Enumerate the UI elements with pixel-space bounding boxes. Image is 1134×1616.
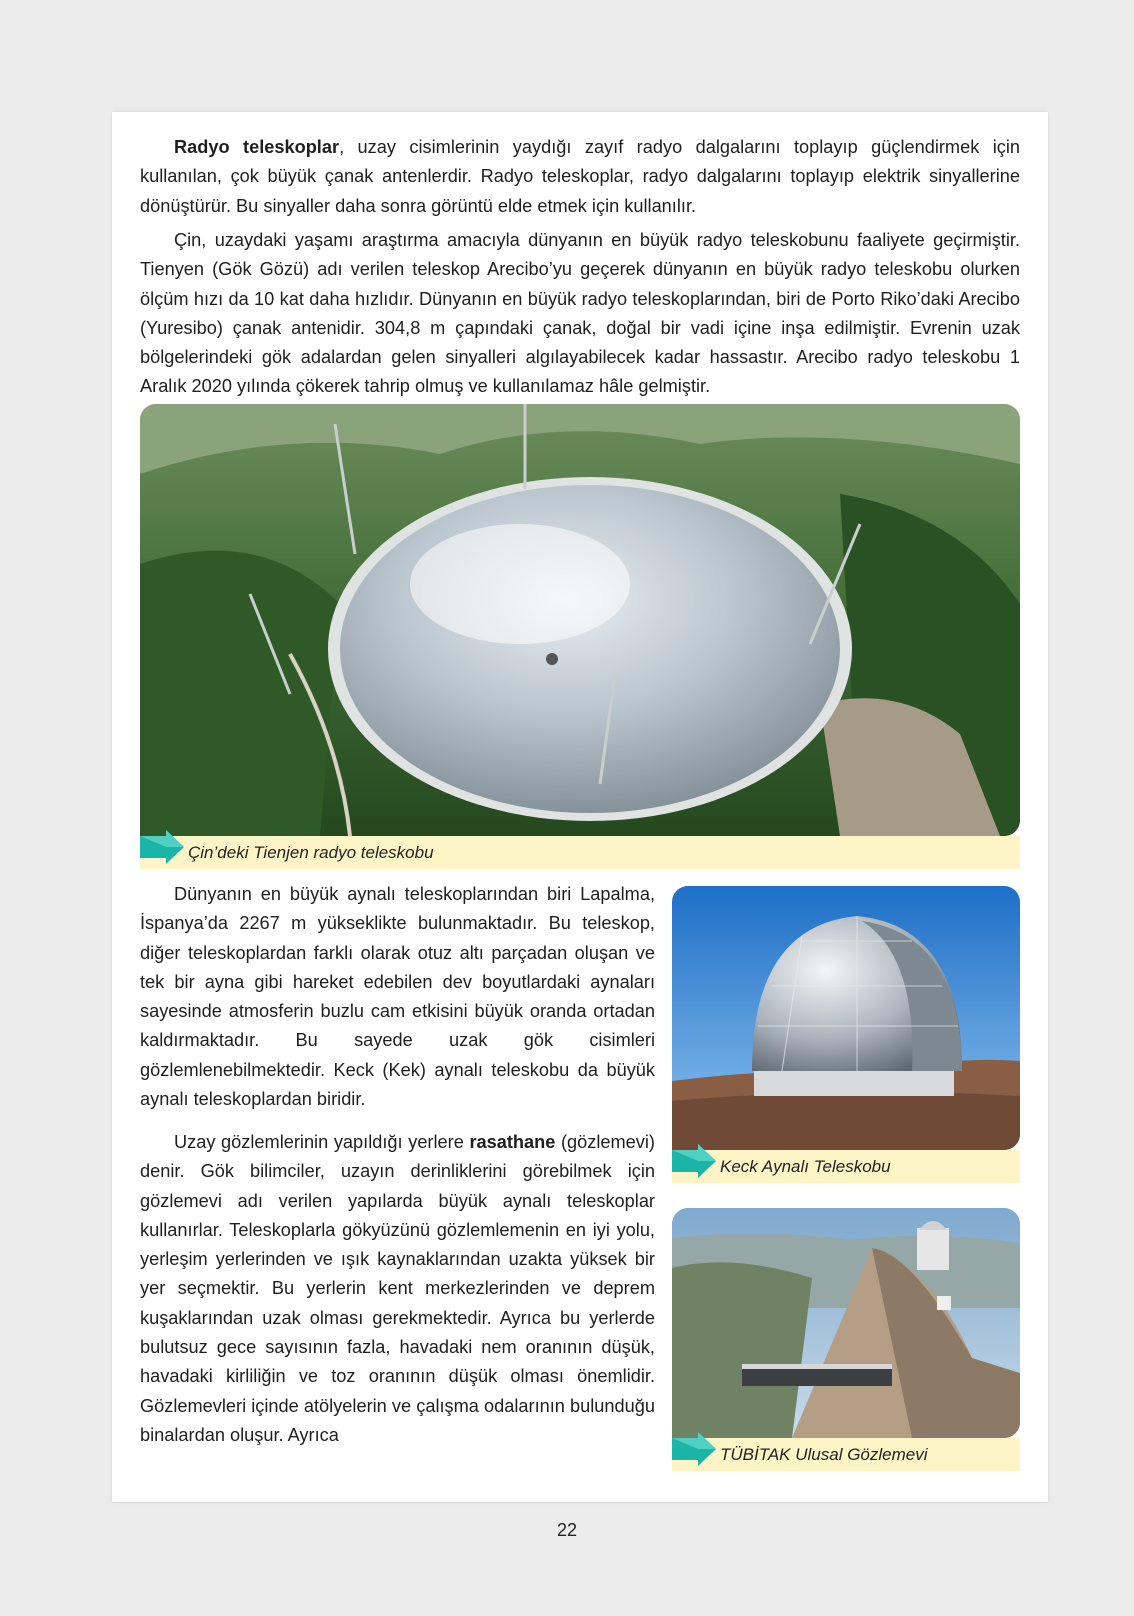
tubitak-caption xyxy=(672,1438,1020,1471)
tubitak-caption-text: TÜBİTAK Ulusal Gözlemevi xyxy=(720,1444,928,1464)
intro-paragraph-1 xyxy=(140,133,1020,221)
tienyen-caption-text: Çin’deki Tienjen radyo teleskobu xyxy=(188,842,434,862)
body-paragraph-4 xyxy=(140,1128,655,1450)
keck-caption xyxy=(672,1150,1020,1183)
caption-arrow-icon xyxy=(670,1144,720,1184)
tienyen-telescope-image xyxy=(140,404,1020,836)
term-rasathane: rasathane xyxy=(469,1132,556,1152)
term-radyo-teleskoplar: Radyo teleskoplar xyxy=(174,137,340,157)
page-number: 22 xyxy=(556,1520,578,1540)
caption-arrow-icon xyxy=(138,830,188,870)
body-paragraph-3: Dünyanın en büyük aynalı teleskoplarından biri Lapalma, İspanya’da 2267 m yükseklikte bulunmaktadır. Bu teleskop, diğer teleskoplardan farklı olarak otuz altı parçadan oluşan ve tek bir ayna gibi hareket edebilen dev boyutlardaki aynaları sayesinde atmosferin buzlu cam etkisini büyük oranda ortadan kaldırmaktadır. Bu sayede uzak gök cisimleri gözlemlenebilmektedir. Keck (Kek) aynalı teleskobu da büyük aynalı teleskoplardan biridir. xyxy=(140,884,655,1110)
body-paragraph-4-text: (gözlemevi) denir. Gök bilimciler, uzayın derinliklerini görebilmek için gözlemevi adı verilen yapılarda büyük aynalı teleskoplar kullanırlar. Teleskoplarla gökyüzünü gözlemlemenin en iyi yolu, yerleşim yerlerinden ve ışık kaynaklarından uzakta yüksek bir yer seçmektir. Bu yerlerin kent merkezlerinden ve deprem kuşaklarından uzak olması gerekmektedir. Ayrıca bu yerlerde bulutsuz gece sayısının fazla, havadaki nem oranının düşük, havadaki kirliliğin ve toz oranının düşük olması önemlidir. Gözlemevleri içinde atölyelerin ve çalışma odalarının bulunduğu binalardan oluşur. Ayrıca xyxy=(140,1132,655,1445)
intro-paragraph-1-text: , uzay cisimlerinin yaydığı zayıf radyo dalgalarını toplayıp güçlendirmek için kullanılan, çok büyük çanak antenlerdir. Radyo teleskoplar, radyo dalgalarını toplayıp elektrik sinyallerine dönüştürür. Bu sinyaller daha sonra görüntü elde etmek için kullanılır. xyxy=(140,137,1021,216)
tienyen-caption xyxy=(140,836,1020,869)
keck-caption-text: Keck Aynalı Teleskobu xyxy=(720,1156,891,1176)
tubitak-observatory-image xyxy=(672,1208,1020,1438)
caption-arrow-icon xyxy=(670,1432,720,1472)
keck-telescope-image xyxy=(672,886,1020,1150)
intro-paragraph-2: Çin, uzaydaki yaşamı araştırma amacıyla dünyanın en büyük radyo teleskobunu faaliyete geçirmiştir. Tienyen (Gök Gözü) adı verilen teleskop Arecibo’yu geçerek dünyanın en büyük radyo teleskobu olurken ölçüm hızı da 10 kat daha hızlıdır. Dünyanın en büyük radyo teleskoplarından, biri de Porto Riko’daki Arecibo (Yuresibo) çanak antenidir. 304,8 m çapındaki çanak, doğal bir vadi içine inşa edilmiştir. Evrenin uzak bölgelerindeki gök adalardan gelen sinyalleri algılayabilecek kadar hassastır. Arecibo radyo teleskobu 1 Aralık 2020 yılında çökerek tahrip olmuş ve kullanılamaz hâle gelmiştir. xyxy=(140,230,1020,397)
body-paragraph-4-lead: Uzay gözlemlerinin yapıldığı yerlere xyxy=(174,1132,470,1152)
